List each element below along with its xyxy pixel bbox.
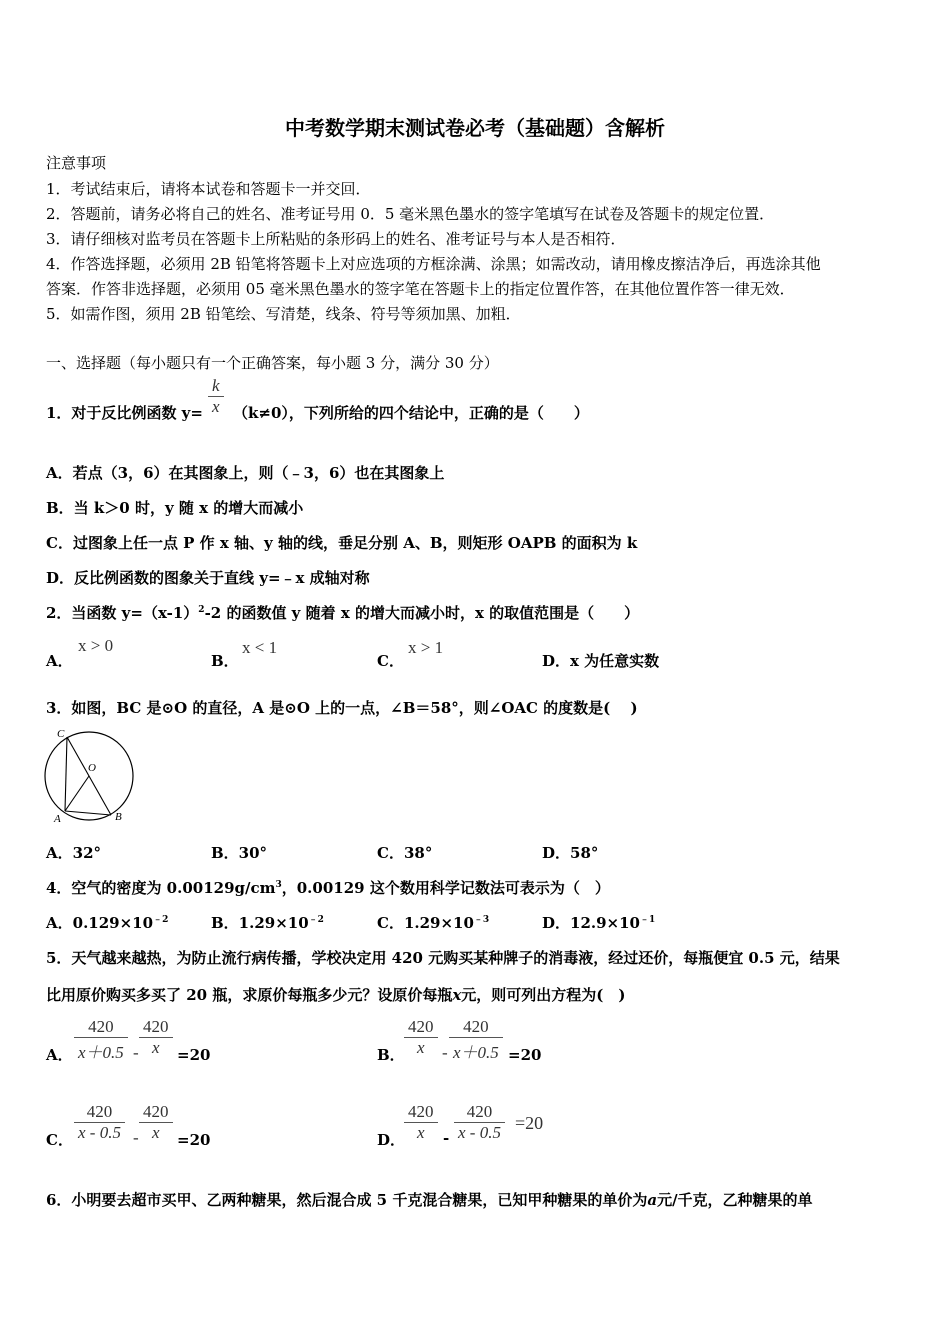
label-a: A (54, 813, 61, 824)
label-c: C (57, 728, 65, 740)
chord-ca (65, 737, 67, 811)
q3-circle-figure (40, 724, 140, 824)
q5-b-rhs: =20 (508, 1046, 542, 1064)
q5-stem-line2: 比用原价购买多买了 20 瓶，求原价每瓶多少元？设原价每瓶x元，则可列出方程为( ) (46, 986, 626, 1004)
q3-option-b: B．30° (211, 844, 268, 862)
q5-c-frac1: $\frac{420}{x - 0.5}$ (74, 1102, 125, 1143)
q4-option-c: C．$1.29\times 10^{﹣3}$ (377, 914, 490, 932)
notice-item: 答案．作答非选择题，必须用 05 毫米黑色墨水的签字笔在答题卡上的指定位置作答，在其他位置作答一律无效． (46, 280, 795, 298)
q2-option-a-math: x > 0 (78, 636, 114, 655)
q1-option-a: A．若点（3，6）在其图象上，则（﹣3，6）也在其图象上 (46, 464, 445, 482)
page-title: 中考数学期末测试卷必考（基础题）含解析 (285, 116, 665, 140)
q5-stem-line1: 5．天气越来越热，为防止流行病传播，学校决定用 420 元购买某种牌子的消毒液，经过还价，每瓶便宜 0.5 元，结果 (46, 949, 840, 967)
notice-item: 4．作答选择题，必须用 2B 铅笔将答题卡上对应选项的方框涂满、涂黑；如需改动，请用橡皮擦洁净后，再选涂其他 (46, 255, 821, 273)
q1-option-b: B．当 k＞0 时，y 随 x 的增大而减小 (46, 499, 304, 517)
q4-option-a: A．$0.129\times 10^{﹣2}$ (46, 914, 169, 932)
q4-option-d: D．$12.9\times 10^{﹣1}$ (542, 914, 656, 932)
chord-ab (65, 811, 111, 815)
q1-option-c: C．过图象上任一点 P 作 x 轴、y 轴的线，垂足分别 A、B，则矩形 OAPB 的面积为 k (46, 534, 638, 552)
q5-a-rhs: =20 (177, 1046, 211, 1064)
q1-fraction: $\frac{k}{x}$ (208, 376, 224, 417)
q3-stem: 3．如图，BC 是⊙O 的直径，A 是⊙O 上的一点，∠B＝58°，则∠OAC 的度数是( ) (46, 699, 638, 717)
q5-b-frac1: $\frac{420}{x}$ (404, 1017, 438, 1058)
label-o: O (88, 762, 96, 774)
q5-c-rhs: =20 (177, 1131, 211, 1149)
q5-b-minus: - (442, 1043, 448, 1062)
q5-a-frac2: $\frac{420}{x}$ (139, 1017, 173, 1058)
q2-option-d: D．x 为任意实数 (542, 652, 660, 670)
q2-option-b-math: x < 1 (242, 638, 278, 657)
q1-stem-post: （k≠0），下列所给的四个结论中，正确的是（ ） (233, 404, 589, 422)
section-heading: 一、选择题（每小题只有一个正确答案，每小题 3 分，满分 30 分） (46, 354, 499, 372)
q3-option-c: C．38° (377, 844, 433, 862)
q5-d-rhs: =20 (515, 1113, 544, 1133)
q2-option-c-label: C． (377, 652, 404, 670)
q5-option-d-label: D． (377, 1131, 406, 1149)
notice-item: 1．考试结束后，请将本试卷和答题卡一并交回． (46, 180, 371, 198)
label-b: B (115, 811, 122, 823)
radius-oa (65, 776, 89, 811)
q5-d-frac2: $\frac{420}{x - 0.5}$ (454, 1102, 505, 1143)
q5-b-frac2: $\frac{420}{x+0.5}$ (449, 1017, 503, 1063)
notice-item: 2．答题前，请务必将自己的姓名、准考证号用 0．5 毫米黑色墨水的签字笔填写在试卷及答题卡的规定位置． (46, 205, 775, 223)
q2-stem: 2．当函数 $y=(x-1)^2-2$ 的函数值 y 随着 x 的增大而减小时，x 的取值范围是（ ） (46, 604, 640, 622)
q5-option-a-label: A． (46, 1046, 73, 1064)
q2-option-c-math: x > 1 (408, 638, 444, 657)
q6-stem: 6．小明要去超市买甲、乙两种糖果，然后混合成 5 千克混合糖果，已知甲种糖果的单价为a元/千克，乙种糖果的单 (46, 1191, 813, 1209)
q5-option-b-label: B． (377, 1046, 405, 1064)
q5-d-minus: - (443, 1129, 450, 1147)
q2-option-a-label: A． (46, 652, 73, 670)
q1-option-d: D．反比例函数的图象关于直线 y=﹣x 成轴对称 (46, 569, 370, 587)
q5-d-frac1: $\frac{420}{x}$ (404, 1102, 438, 1143)
q4-stem: 4．空气的密度为 $0.00129g/cm^3$，0.00129 这个数用科学记数法可表示为（ ） (46, 879, 610, 897)
q5-a-frac1: $\frac{420}{x+0.5}$ (74, 1017, 128, 1063)
q5-c-frac2: $\frac{420}{x}$ (139, 1102, 173, 1143)
q5-a-minus: - (133, 1043, 139, 1062)
q3-option-d: D．58° (542, 844, 599, 862)
q3-option-a: A．32° (46, 844, 102, 862)
q5-option-c-label: C． (46, 1131, 73, 1149)
notice-heading: 注意事项 (46, 154, 107, 172)
notice-item: 3．请仔细核对监考员在答题卡上所粘贴的条形码上的姓名、准考证号与本人是否相符． (46, 230, 626, 248)
q5-c-minus: - (133, 1128, 139, 1147)
q4-option-b: B．$1.29\times 10^{﹣2}$ (211, 914, 324, 932)
notice-item: 5．如需作图，须用 2B 铅笔绘、写清楚，线条、符号等须加黑、加粗． (46, 305, 521, 323)
q2-option-b-label: B． (211, 652, 239, 670)
q1-stem-pre: 1．对于反比例函数 y= (46, 404, 203, 422)
